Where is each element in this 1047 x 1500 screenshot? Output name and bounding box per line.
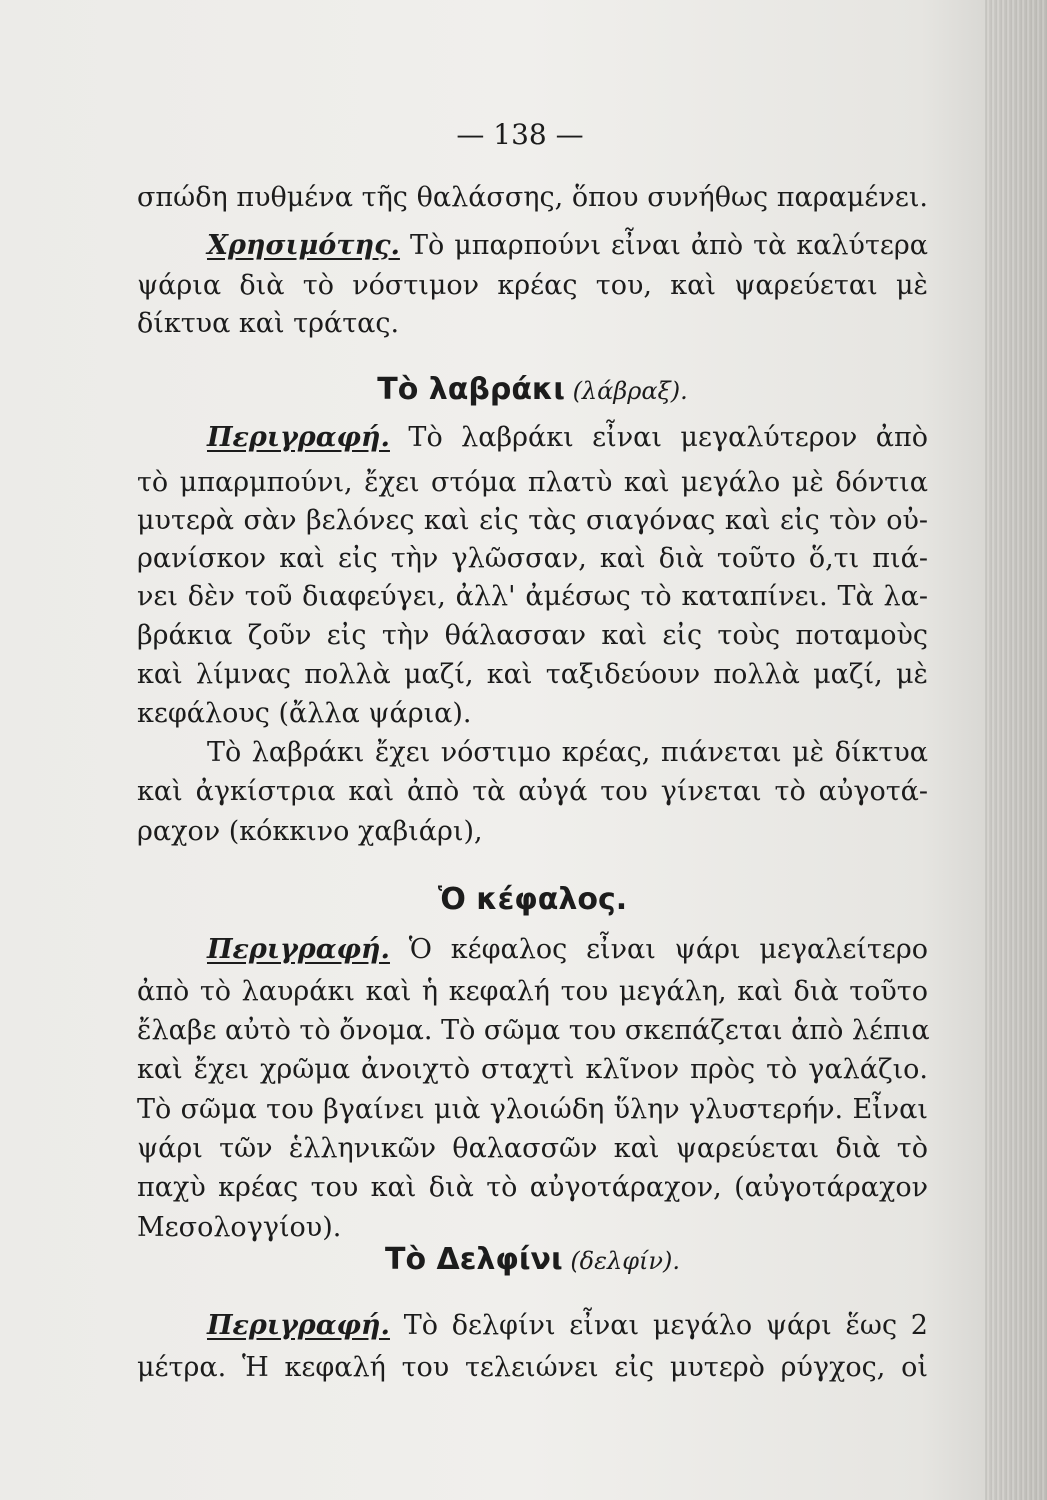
page-edge-shadow bbox=[985, 0, 1047, 1500]
text-line: ραχον (κόκκινο χαβιάρι), bbox=[137, 816, 483, 847]
text-line: μέτρα. Ἡ κεφαλή του τελειώνει εἰς μυτερὸ ρύγχος, οἱ bbox=[137, 1352, 928, 1383]
text-line: σπώδη πυθμένα τῆς θαλάσσης, ὅπου συνήθως παραμένει. bbox=[137, 182, 928, 213]
text-line bbox=[207, 228, 928, 264]
heading-dolphin bbox=[137, 1240, 928, 1281]
text-line bbox=[207, 420, 928, 456]
heading-title: Τὸ λαβράκι bbox=[377, 372, 565, 407]
section-label-description: Περιγραφή. bbox=[207, 422, 390, 453]
section-label-usefulness: Χρησιμότης. bbox=[207, 230, 400, 261]
text-line: δίκτυα καὶ τράτας. bbox=[137, 308, 400, 339]
heading-grey-mullet bbox=[137, 880, 928, 920]
text-line: καὶ λίμνας πολλὰ μαζί, καὶ ταξιδεύουν πολλὰ μαζί, μὲ bbox=[137, 659, 928, 690]
text-line: Τὸ σῶμα του βγαίνει μιὰ γλοιώδη ὕλην γλυστερήν. Εἶναι bbox=[137, 1094, 928, 1125]
heading-latin-name: (λάβραξ). bbox=[564, 377, 688, 405]
heading-title: Ὁ κέφαλος. bbox=[437, 882, 628, 917]
text-span: Τὸ μπαρπούνι εἶναι ἀπὸ τὰ καλύτερα bbox=[399, 230, 928, 261]
heading-latin-name: (δελφίν). bbox=[562, 1247, 681, 1275]
text-span: Τὸ δελφίνι εἶναι μεγάλο ψάρι ἕως 2 bbox=[389, 1310, 928, 1341]
text-line: παχὺ κρέας του καὶ διὰ τὸ αὐγοτάραχον, (αὐγοτάραχον bbox=[137, 1172, 928, 1203]
text-line: ἀπὸ τὸ λαυράκι καὶ ἡ κεφαλή του μεγάλη, καὶ διὰ τοῦτο bbox=[137, 976, 928, 1007]
text-line: νει δὲν τοῦ διαφεύγει, ἀλλ' ἀμέσως τὸ καταπίνει. Τὰ λα- bbox=[137, 581, 928, 612]
heading-sea-bass bbox=[137, 370, 928, 411]
text-line: Μεσολογγίου). bbox=[137, 1212, 342, 1243]
text-line bbox=[207, 932, 928, 968]
text-line: κεφάλους (ἄλλα ψάρια). bbox=[137, 698, 472, 729]
text-line: καὶ ἔχει χρῶμα ἀνοιχτὸ σταχτὶ κλῖνον πρὸς τὸ γαλάζιο. bbox=[137, 1054, 928, 1085]
text-line: βράκια ζοῦν εἰς τὴν θάλασσαν καὶ εἰς τοὺς ποταμοὺς bbox=[137, 620, 928, 651]
page-number: — 138 — bbox=[456, 118, 584, 151]
text-span: Τὸ λαβράκι εἶναι μεγαλύτερον ἀπὸ bbox=[389, 422, 928, 453]
heading-title: Τὸ Δελφίνι bbox=[384, 1242, 563, 1277]
text-line: καὶ ἀγκίστρια καὶ ἀπὸ τὰ αὐγά του γίνεται τὸ αὐγοτά- bbox=[137, 776, 928, 807]
text-line: ψάρια διὰ τὸ νόστιμον κρέας του, καὶ ψαρεύεται μὲ bbox=[137, 270, 928, 301]
text-line: μυτερὰ σὰν βελόνες καὶ εἰς τὰς σιαγόνας καὶ εἰς τὸν οὐ- bbox=[137, 505, 928, 536]
text-line: ρανίσκον καὶ εἰς τὴν γλῶσσαν, καὶ διὰ τοῦτο ὅ,τι πιά- bbox=[137, 543, 928, 574]
text-line: τὸ μπαρμπούνι, ἔχει στόμα πλατὺ καὶ μεγάλο μὲ δόντια bbox=[137, 467, 928, 498]
section-label-description: Περιγραφή. bbox=[207, 934, 390, 965]
text-line: Τὸ λαβράκι ἔχει νόστιμο κρέας, πιάνεται μὲ δίκτυα bbox=[207, 737, 928, 768]
section-label-description: Περιγραφή. bbox=[207, 1310, 390, 1341]
text-line: ἔλαβε αὐτὸ τὸ ὄνομα. Τὸ σῶμα του σκεπάζεται ἀπὸ λέπια bbox=[137, 1015, 930, 1046]
text-span: Ὁ κέφαλος εἶναι ψάρι μεγαλείτερο bbox=[389, 934, 928, 965]
text-line: ψάρι τῶν ἑλληνικῶν θαλασσῶν καὶ ψαρεύεται διὰ τὸ bbox=[137, 1133, 928, 1164]
text-line bbox=[207, 1308, 928, 1344]
